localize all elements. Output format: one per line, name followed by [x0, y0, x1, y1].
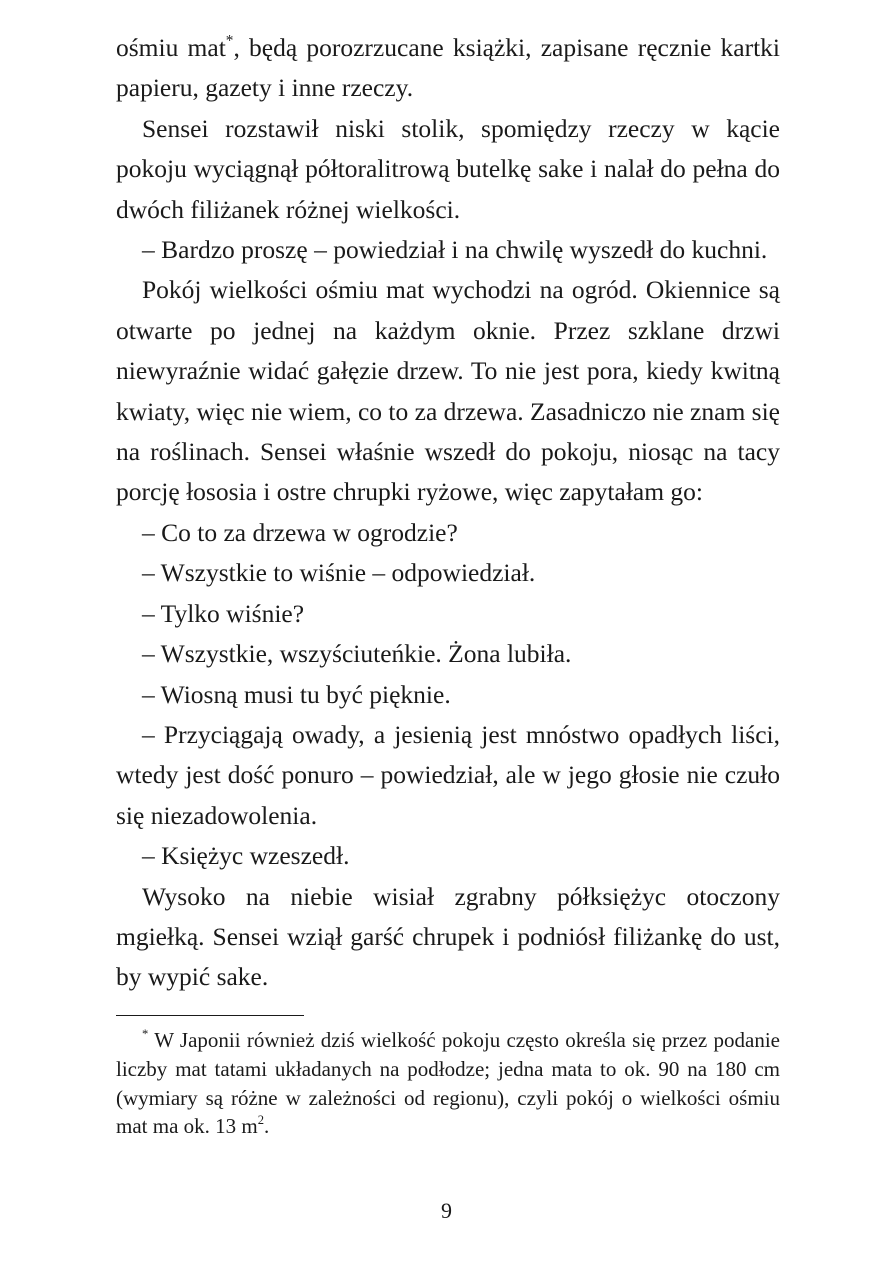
dialogue-line: – Przyciągają owady, a jesienią jest mnóstwo opadłych liści, wtedy jest dość ponuro – powiedział, ale w jego głosie nie czuło się niezadowolenia.	[116, 719, 780, 830]
paragraph: Wysoko na niebie wisiał zgrabny półksiężyc otoczony mgiełką. Sensei wziął garść chrupek i podniósł filiżankę do ust, by wypić sake.	[116, 881, 780, 992]
dialogue-line: – Bardzo proszę – powiedział i na chwilę wyszedł do kuchni.	[142, 235, 768, 265]
footnote-divider	[116, 1015, 304, 1016]
dialogue-line: – Księżyc wzeszedł.	[142, 841, 350, 871]
footnote-marker: *	[142, 1027, 149, 1042]
paragraph: Sensei rozstawił niski stolik, spomiędzy rzeczy w kącie pokoju wyciągnął półtoralitrową butelkę sake i nalał do pełna do dwóch filiżanek różnej wielkości.	[116, 113, 780, 224]
footnote: * W Japonii również dziś wielkość pokoju często określa się przez podanie liczby mat tatami układanych na podłodze; jedna mata to ok. 90 na 180 cm (wymiary są różne w zależności od regionu), czyli pokój o wielkości ośmiu mat ma ok. 13 $m^2$.	[116, 1027, 780, 1139]
page-number: 9	[441, 1198, 452, 1223]
main-text	[116, 28, 780, 998]
dialogue-line: – Wszystkie, wszyściuteńkie. Żona lubiła.	[142, 639, 572, 669]
footnote-marker: *	[225, 32, 234, 50]
paragraph: Pokój wielkości ośmiu mat wychodzi na ogród. Okiennice są otwarte po jednej na każdym oknie. Przez szklane drzwi niewyraźnie widać gałęzie drzew. To nie jest pora, kiedy kwitną kwiaty, więc nie wiem, co to za drzewa. Zasadniczo nie znam się na roślinach. Sensei właśnie wszedł do pokoju, niosąc na tacy porcję łososia i ostre chrupki ryżowe, więc zapytałam go:	[116, 275, 780, 507]
dialogue-line: – Co to za drzewa w ogrodzie?	[142, 517, 458, 547]
dialogue-line: – Tylko wiśnie?	[142, 598, 305, 628]
dialogue-line: – Wiosną musi tu być pięknie.	[142, 679, 451, 709]
dialogue-line: – Wszystkie to wiśnie – odpowiedział.	[142, 558, 536, 588]
paragraph: ośmiu mat*, będą porozrzucane książki, zapisane ręcznie kartki papieru, gazety i inne rzeczy.	[116, 32, 780, 103]
superscript-two: 2	[257, 1113, 265, 1128]
